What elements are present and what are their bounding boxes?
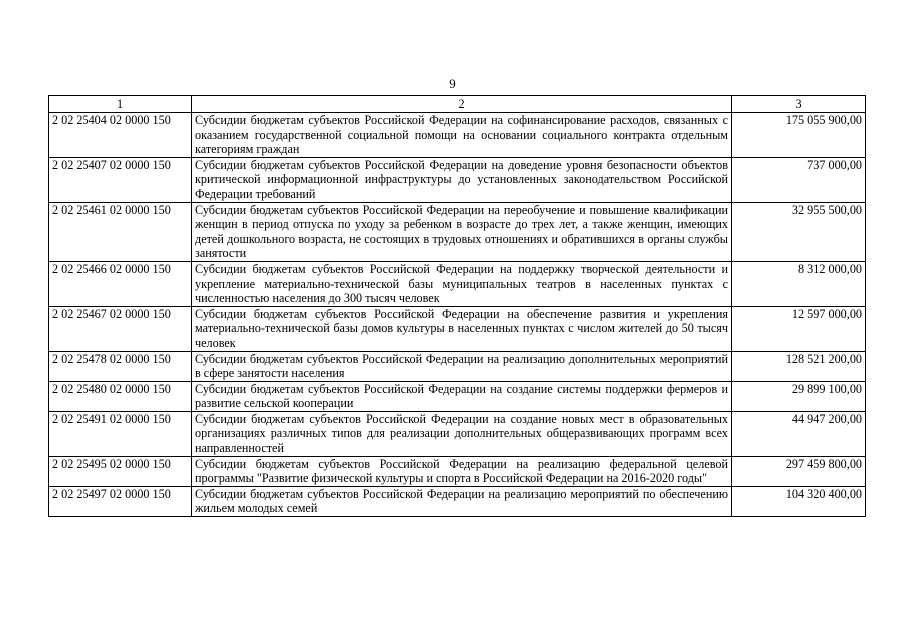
table-row [49, 456, 866, 486]
amount-cell: 297 459 800,00 [732, 456, 866, 486]
page-number: 9 [449, 76, 456, 91]
description-cell: Субсидии бюджетам субъектов Российской Федерации на создание новых мест в образовательных организациях различных типов для реализации дополнительных общеразвивающих программ всех направленностей [192, 411, 732, 456]
budget-code-cell: 2 02 25404 02 0000 150 [49, 113, 192, 158]
amount-cell: 737 000,00 [732, 157, 866, 202]
description-cell: Субсидии бюджетам субъектов Российской Федерации на обеспечение развития и укрепления материально-технической базы домов культуры в населенных пунктах с числом жителей до 50 тысяч человек [192, 306, 732, 351]
table-row [49, 157, 866, 202]
column-header-description: 2 [192, 96, 732, 113]
description-cell: Субсидии бюджетам субъектов Российской Федерации на переобучение и повышение квалификации женщин в период отпуска по уходу за ребенком в возрасте до трех лет, а также женщин, имеющих детей дошкольного возраста, не состоящих в трудовых отношениях и обратившихся в органы службы занятости [192, 202, 732, 261]
table-row [49, 411, 866, 456]
column-header-code: 1 [49, 96, 192, 113]
table-row [49, 381, 866, 411]
table-row [49, 306, 866, 351]
budget-code-cell: 2 02 25480 02 0000 150 [49, 381, 192, 411]
description-cell: Субсидии бюджетам субъектов Российской Федерации на реализацию федеральной целевой программы "Развитие физической культуры и спорта в Российской Федерации на 2016-2020 годы" [192, 456, 732, 486]
amount-cell: 128 521 200,00 [732, 351, 866, 381]
description-cell: Субсидии бюджетам субъектов Российской Федерации на софинансирование расходов, связанных с оказанием государственной социальной помощи на основании социального контракта отдельным категориям граждан [192, 113, 732, 158]
description-cell: Субсидии бюджетам субъектов Российской Федерации на поддержку творческой деятельности и укрепление материально-технической базы муниципальных театров в населенных пунктах с численностью населения до 300 тысяч человек [192, 261, 732, 306]
budget-code-cell: 2 02 25461 02 0000 150 [49, 202, 192, 261]
amount-cell: 32 955 500,00 [732, 202, 866, 261]
header-row [49, 96, 866, 113]
description-cell: Субсидии бюджетам субъектов Российской Федерации на реализацию мероприятий по обеспечению жильем молодых семей [192, 486, 732, 516]
amount-cell: 104 320 400,00 [732, 486, 866, 516]
description-cell: Субсидии бюджетам субъектов Российской Федерации на реализацию дополнительных мероприятий в сфере занятости населения [192, 351, 732, 381]
table-row [49, 113, 866, 158]
budget-code-cell: 2 02 25478 02 0000 150 [49, 351, 192, 381]
budget-table [48, 95, 866, 517]
column-header-amount: 3 [732, 96, 866, 113]
description-cell: Субсидии бюджетам субъектов Российской Федерации на создание системы поддержки фермеров и развитие сельской кооперации [192, 381, 732, 411]
amount-cell: 44 947 200,00 [732, 411, 866, 456]
budget-code-cell: 2 02 25466 02 0000 150 [49, 261, 192, 306]
table-row [49, 202, 866, 261]
amount-cell: 29 899 100,00 [732, 381, 866, 411]
amount-cell: 12 597 000,00 [732, 306, 866, 351]
description-cell: Субсидии бюджетам субъектов Российской Федерации на доведение уровня безопасности объектов критической информационной инфраструктуры до установленных законодательством Российской Федерации требований [192, 157, 732, 202]
table-row [49, 261, 866, 306]
amount-cell: 175 055 900,00 [732, 113, 866, 158]
table-row [49, 486, 866, 516]
amount-cell: 8 312 000,00 [732, 261, 866, 306]
budget-code-cell: 2 02 25495 02 0000 150 [49, 456, 192, 486]
budget-code-cell: 2 02 25407 02 0000 150 [49, 157, 192, 202]
budget-code-cell: 2 02 25497 02 0000 150 [49, 486, 192, 516]
budget-code-cell: 2 02 25467 02 0000 150 [49, 306, 192, 351]
budget-code-cell: 2 02 25491 02 0000 150 [49, 411, 192, 456]
table-row [49, 351, 866, 381]
